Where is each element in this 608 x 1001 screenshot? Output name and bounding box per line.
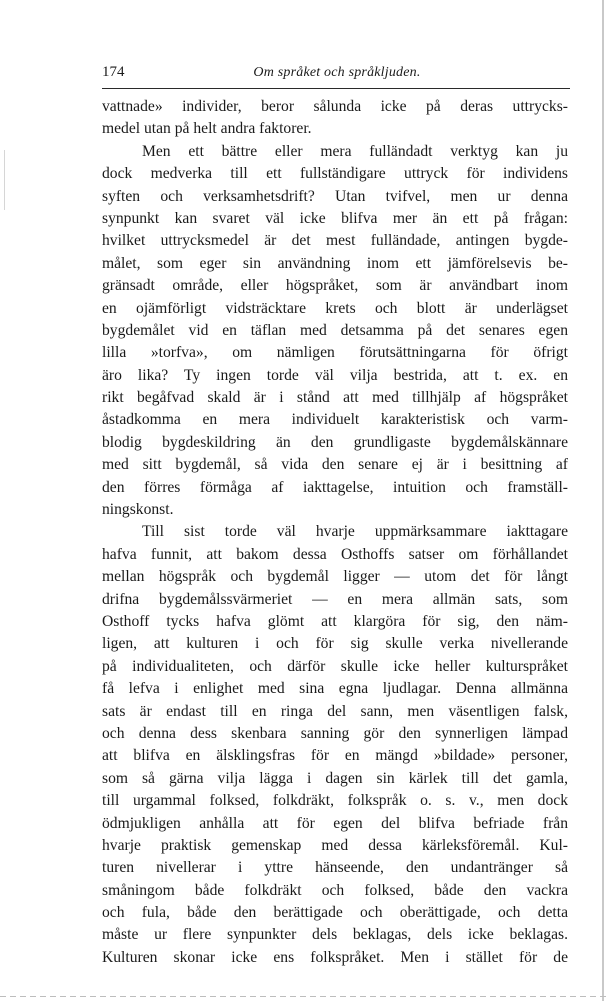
text-line: den förres förmåga af iakttagelse, intuition och framställ- bbox=[102, 478, 568, 496]
running-title: Om språket och språkljuden. bbox=[253, 65, 421, 80]
text-line: turen nivellerar i yttre hänseende, den undantränger så bbox=[102, 859, 568, 877]
text-line: bygdemålet vid en täflan med detsamma på det senares egen bbox=[102, 321, 568, 339]
scan-mark bbox=[4, 150, 5, 210]
body-text bbox=[102, 96, 568, 969]
text-line: äro lika? Ty ingen torde väl vilja bestrida, att t. ex. en bbox=[102, 366, 568, 384]
text-line: synpunkt kan svaret väl icke blifva mer än ett på frågan: bbox=[102, 209, 568, 227]
text-line: hafva funnit, att bakom dessa Osthoffs satser om förhållandet bbox=[102, 545, 568, 563]
text-line: måste ur flere synpunkter dels beklagas, dels icke beklagas. bbox=[102, 926, 568, 944]
text-line: Kulturen skonar icke ens folkspråket. Men i stället för de bbox=[102, 948, 568, 966]
text-line: lilla »torfva», om nämligen förutsättningarna för öfrigt bbox=[102, 344, 568, 362]
text-line: att blifva en älsklingsfras för en mängd »bildade» personer, bbox=[102, 747, 568, 765]
text-line: få lefva i enlighet med sina egna ljudlagar. Denna allmänna bbox=[102, 680, 568, 698]
text-line: på individualiteten, och därför skulle icke heller kulturspråket bbox=[102, 657, 568, 675]
text-line: småningom både folkdräkt och folksed, både den vackra bbox=[102, 881, 568, 899]
text-line: vattnade» individer, beror sålunda icke på deras uttrycks- bbox=[102, 98, 568, 115]
text-line: rikt begåfvad skald är i stånd att med tillhjälp af högspråket bbox=[102, 389, 568, 407]
text-line: ödmjukligen anhålla att för egen del blifva befriade från bbox=[102, 814, 568, 832]
text-line: mellan högspråk och bygdemål ligger — utom det för långt bbox=[102, 568, 568, 586]
text-line: blodig bygdeskildring än den grundligaste bygdemålskännare bbox=[102, 433, 568, 451]
text-line: och denna dess skenbara sanning gör den synnerligen lämpad bbox=[102, 724, 568, 742]
text-line: ligen, att kulturen i och för sig skulle verka nivellerande bbox=[102, 635, 568, 653]
text-line: gränsadt område, eller högspråket, som är användbart inom bbox=[102, 277, 568, 295]
text-line: Men ett bättre eller mera fulländadt verktyg kan ju bbox=[142, 142, 568, 160]
text-line: hvarje praktisk gemenskap med dessa kärleksföremål. Kul- bbox=[102, 836, 568, 854]
page-number: 174 bbox=[102, 64, 125, 80]
text-line: och fula, både den berättigade och oberättigade, och detta bbox=[102, 904, 568, 922]
text-line: syften och verksamhetsdrift? Utan tvifvel, men ur denna bbox=[102, 187, 568, 205]
text-line: med sitt bygdemål, så vida den senare ej är i besittning af bbox=[102, 456, 568, 474]
page-edge-shadow bbox=[602, 0, 604, 1001]
text-line: sats är endast till en ringa del sann, men väsentligen falsk, bbox=[102, 702, 568, 720]
text-line: dock medverka till ett fullständigare uttryck för individens bbox=[102, 165, 568, 183]
text-line: medel utan på helt andra faktorer. bbox=[102, 120, 312, 138]
text-line: drifna bygdemålssvärmeriet — en mera allmän sats, som bbox=[102, 590, 568, 608]
text-line: Till sist torde väl hvarje uppmärksammare iakttagare bbox=[142, 523, 568, 541]
text-line: till urgammal folksed, folkdräkt, folkspråk o. s. v., men dock bbox=[102, 792, 568, 810]
text-line: hvilket uttrycksmedel är det mest fulländade, antingen bygde- bbox=[102, 232, 568, 250]
text-line: åstadkomma en mera individuelt karakteristisk och varm- bbox=[102, 411, 568, 429]
text-line: ningskonst. bbox=[102, 501, 174, 519]
text-line: som så gärna vilja lägga i dagen sin kärlek till det gamla, bbox=[102, 769, 568, 787]
page-header bbox=[102, 64, 572, 86]
text-line: Osthoff tycks hafva glömt att klargöra för sig, den näm- bbox=[102, 612, 568, 630]
text-line: målet, som eger sin användning inom ett jämförelsevis be- bbox=[102, 254, 568, 272]
scan-bottom-edge bbox=[0, 996, 608, 997]
header-rule bbox=[102, 88, 570, 89]
text-line: en ojämförligt vidsträcktare krets och blott är underlägset bbox=[102, 299, 568, 317]
